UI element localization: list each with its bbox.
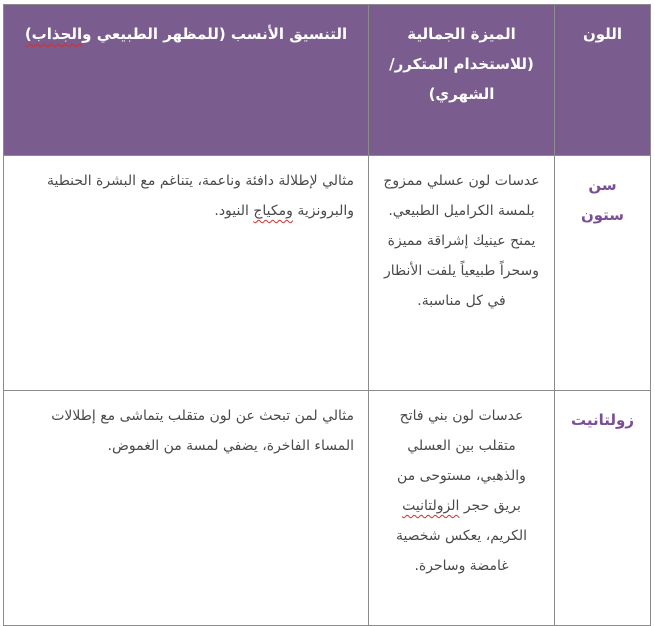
header-match	[4, 5, 369, 156]
feature-text: عدسات لون عسلي ممزوج بلمسة الكراميل الطبيعي. يمنح عينيك إشراقة مميزة وسحراً طبيعياً يلفت الأنظار في كل مناسبة.	[383, 173, 540, 309]
match-cell	[4, 391, 369, 626]
feature-cell	[369, 391, 555, 626]
match-text-a: مثالي لإطلالة دافئة وناعمة، يتناغم مع البشرة الحنطية والبرونزية	[46, 173, 354, 219]
header-match-label: التنسيق الأنسب (للمظهر الطبيعي و	[82, 25, 348, 43]
header-color-label: اللون	[582, 25, 623, 43]
feature-text-a: عدسات لون بني فاتح متقلب بين العسلي والذهبي، مستوحى من بريق حجر	[397, 408, 526, 514]
match-cell	[4, 156, 369, 391]
feature-cell	[369, 156, 555, 391]
match-text-b: النيود.	[214, 203, 254, 219]
table-row	[4, 391, 651, 626]
color-name-cell	[555, 391, 651, 626]
header-color	[555, 5, 651, 156]
feature-squiggle-word: الزولتانيت	[402, 498, 460, 514]
color-name-cell	[555, 156, 651, 391]
feature-text-b: الكريم، يعكس شخصية غامضة وساحرة.	[395, 528, 528, 574]
comparison-table-container	[4, 4, 651, 626]
table-row	[4, 156, 651, 391]
match-squiggle-word: ومكياج	[253, 203, 293, 219]
table-header-row	[4, 5, 651, 156]
header-feature-label: الميزة الجمالية (للاستخدام المتكرر/الشهري)	[389, 25, 534, 103]
color-name: سن ستون	[580, 176, 625, 224]
lens-color-table	[3, 4, 651, 626]
header-match-squiggle-word: الجذاب)	[24, 25, 83, 43]
header-feature	[369, 5, 555, 156]
match-text: مثالي لمن تبحث عن لون متقلب يتماشى مع إطلالات المساء الفاخرة، يضفي لمسة من الغموض.	[51, 408, 354, 454]
color-name: زولتانيت	[571, 411, 634, 429]
